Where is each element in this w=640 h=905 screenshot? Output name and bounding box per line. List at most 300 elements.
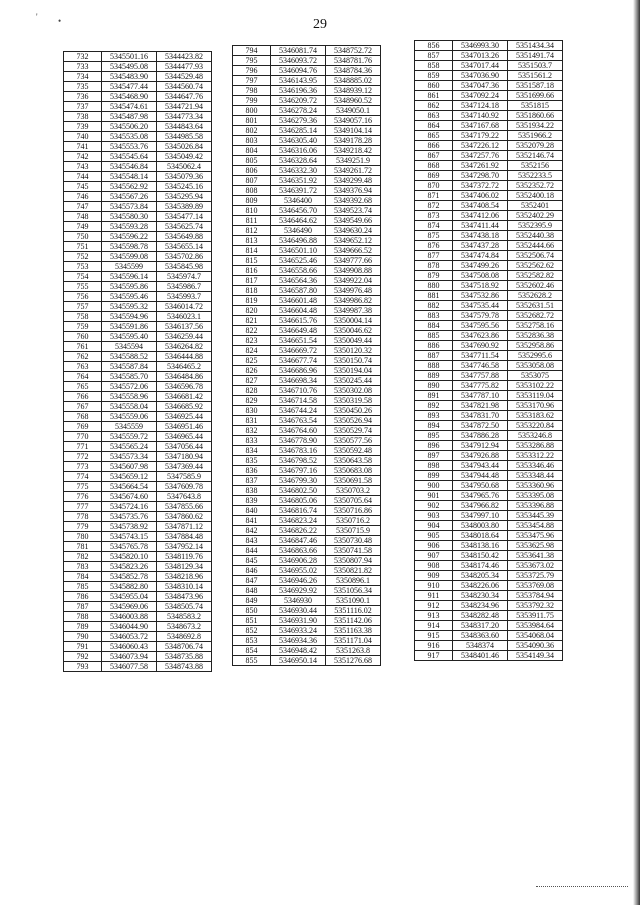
- table-row: [64, 382, 212, 392]
- point-number: 782: [64, 552, 102, 562]
- coordinate-x: 5345596.14: [102, 272, 157, 282]
- coordinate-x: 5346816.74: [271, 506, 326, 516]
- table-row: [64, 452, 212, 462]
- table-row: [415, 601, 563, 611]
- point-number: 862: [415, 101, 453, 111]
- point-number: 858: [415, 61, 453, 71]
- point-number: 894: [415, 421, 453, 431]
- table-row: [415, 391, 563, 401]
- coordinate-y: 5352440.38: [508, 231, 563, 241]
- table-row: [64, 82, 212, 92]
- coordinate-x: 5348138.16: [453, 541, 508, 551]
- point-number: 848: [233, 586, 271, 596]
- coordinate-x: 5347411.44: [453, 221, 508, 231]
- coordinate-y: 5348706.74: [157, 642, 212, 652]
- coordinate-y: 5345026.84: [157, 142, 212, 152]
- coordinate-y: 5351491.74: [508, 51, 563, 61]
- coordinate-x: 5346525.46: [271, 256, 326, 266]
- coordinate-x: 5345545.64: [102, 152, 157, 162]
- point-number: 893: [415, 411, 453, 421]
- coordinate-x: 5346077.58: [102, 662, 157, 672]
- point-number: 740: [64, 132, 102, 142]
- coordinate-x: 5345595.86: [102, 282, 157, 292]
- coordinate-y: 5353102.22: [508, 381, 563, 391]
- table-row: [64, 462, 212, 472]
- point-number: 799: [233, 96, 271, 106]
- coordinate-x: 5346686.96: [271, 366, 326, 376]
- table-row: [415, 651, 563, 661]
- table-row: [233, 336, 381, 346]
- coordinate-y: 5344985.58: [157, 132, 212, 142]
- point-number: 766: [64, 392, 102, 402]
- table-row: [64, 632, 212, 642]
- coordinate-y: 5350004.14: [326, 316, 381, 326]
- table-row: [233, 196, 381, 206]
- coordinate-y: 5345625.74: [157, 222, 212, 232]
- coordinate-y: 5349050.1: [326, 106, 381, 116]
- point-number: 829: [233, 396, 271, 406]
- coordinate-x: 5347912.94: [453, 441, 508, 451]
- table-row: [64, 622, 212, 632]
- coordinate-y: 5351561.2: [508, 71, 563, 81]
- point-number: 820: [233, 306, 271, 316]
- coordinate-y: 5352079.28: [508, 141, 563, 151]
- coordinate-y: 5353784.94: [508, 591, 563, 601]
- point-number: 828: [233, 386, 271, 396]
- coordinate-x: 5345664.54: [102, 482, 157, 492]
- coordinate-x: 5346651.54: [271, 336, 326, 346]
- coordinate-x: 5348282.48: [453, 611, 508, 621]
- table-row: [233, 326, 381, 336]
- coordinate-y: 5348218.96: [157, 572, 212, 582]
- coordinate-y: 5350150.74: [326, 356, 381, 366]
- coordinate-y: 5345974.7: [157, 272, 212, 282]
- point-number: 896: [415, 441, 453, 451]
- table-row: [233, 646, 381, 656]
- coordinate-y: 5345986.7: [157, 282, 212, 292]
- coordinate-x: 5346799.30: [271, 476, 326, 486]
- coordinate-x: 5347965.76: [453, 491, 508, 501]
- coordinate-y: 5346264.82: [157, 342, 212, 352]
- table-row: [415, 221, 563, 231]
- table-row: [64, 642, 212, 652]
- table-row: [233, 416, 381, 426]
- point-number: 871: [415, 191, 453, 201]
- point-number: 801: [233, 116, 271, 126]
- coordinate-y: 5353348.44: [508, 471, 563, 481]
- point-number: 883: [415, 311, 453, 321]
- point-number: 758: [64, 312, 102, 322]
- coordinate-y: 5350450.26: [326, 406, 381, 416]
- point-number: 841: [233, 516, 271, 526]
- coordinate-y: 5349666.52: [326, 246, 381, 256]
- point-number: 852: [233, 626, 271, 636]
- coordinate-x: 5346316.06: [271, 146, 326, 156]
- coordinate-y: 5353360.96: [508, 481, 563, 491]
- coordinate-x: 5346763.54: [271, 416, 326, 426]
- coordinate-x: 5346677.74: [271, 356, 326, 366]
- table-row: [64, 412, 212, 422]
- point-number: 735: [64, 82, 102, 92]
- coordinate-x: 5347499.26: [453, 261, 508, 271]
- coordinate-y: 5352995.6: [508, 351, 563, 361]
- coordinate-x: 5346081.74: [271, 46, 326, 56]
- coordinate-x: 5348230.34: [453, 591, 508, 601]
- coordinate-x: 5345587.84: [102, 362, 157, 372]
- coordinate-y: 5352682.72: [508, 311, 563, 321]
- point-number: 738: [64, 112, 102, 122]
- coordinate-x: 5345559: [102, 422, 157, 432]
- table-row: [64, 312, 212, 322]
- table-row: [64, 212, 212, 222]
- table-row: [64, 142, 212, 152]
- point-number: 846: [233, 566, 271, 576]
- coordinate-x: 5346823.24: [271, 516, 326, 526]
- coordinate-y: 5351699.66: [508, 91, 563, 101]
- point-number: 882: [415, 301, 453, 311]
- coordinate-y: 5350716.86: [326, 506, 381, 516]
- table-row: [415, 571, 563, 581]
- table-row: [415, 531, 563, 541]
- table-row: [64, 512, 212, 522]
- table-row: [415, 131, 563, 141]
- table-row: [64, 472, 212, 482]
- coordinate-x: 5345506.20: [102, 122, 157, 132]
- coordinate-y: 5348583.2: [157, 612, 212, 622]
- table-row: [64, 52, 212, 62]
- coordinate-y: 5349178.28: [326, 136, 381, 146]
- coordinate-y: 5352444.66: [508, 241, 563, 251]
- table-row: [415, 41, 563, 51]
- point-number: 915: [415, 631, 453, 641]
- point-number: 785: [64, 582, 102, 592]
- point-number: 784: [64, 572, 102, 582]
- table-row: [64, 402, 212, 412]
- table-row: [64, 522, 212, 532]
- table-row: [415, 621, 563, 631]
- coordinate-x: 5346698.34: [271, 376, 326, 386]
- coordinate-x: 5347746.58: [453, 361, 508, 371]
- coordinate-x: 5346209.72: [271, 96, 326, 106]
- coordinate-y: 5345649.88: [157, 232, 212, 242]
- coordinate-y: 5346023.1: [157, 312, 212, 322]
- table-row: [415, 61, 563, 71]
- table-row: [415, 631, 563, 641]
- coordinate-y: 5346596.78: [157, 382, 212, 392]
- coordinate-x: 5345495.08: [102, 62, 157, 72]
- coordinate-x: 5345598.78: [102, 242, 157, 252]
- point-number: 744: [64, 172, 102, 182]
- table-row: [233, 636, 381, 646]
- point-number: 850: [233, 606, 271, 616]
- coordinate-y: 5352562.62: [508, 261, 563, 271]
- coordinate-x: 5346783.16: [271, 446, 326, 456]
- table-row: [233, 406, 381, 416]
- point-number: 898: [415, 461, 453, 471]
- coordinate-y: 5349251.9: [326, 156, 381, 166]
- coordinate-y: 5353183.62: [508, 411, 563, 421]
- point-number: 764: [64, 372, 102, 382]
- point-number: 778: [64, 512, 102, 522]
- coordinate-x: 5346501.10: [271, 246, 326, 256]
- coordinate-y: 5350741.58: [326, 546, 381, 556]
- table-row: [64, 582, 212, 592]
- coordinate-x: 5346948.42: [271, 646, 326, 656]
- coordinate-y: 5353769.08: [508, 581, 563, 591]
- coordinate-x: 5347092.24: [453, 91, 508, 101]
- point-number: 856: [415, 41, 453, 51]
- point-number: 913: [415, 611, 453, 621]
- point-number: 831: [233, 416, 271, 426]
- point-number: 776: [64, 492, 102, 502]
- point-number: 881: [415, 291, 453, 301]
- coordinate-y: 5349057.16: [326, 116, 381, 126]
- coordinate-y: 5347609.78: [157, 482, 212, 492]
- point-number: 839: [233, 496, 271, 506]
- coordinate-x: 5345595.40: [102, 332, 157, 342]
- table-row: [233, 466, 381, 476]
- point-number: 805: [233, 156, 271, 166]
- point-number: 885: [415, 331, 453, 341]
- table-row: [233, 66, 381, 76]
- table-row: [415, 541, 563, 551]
- coordinate-x: 5345546.84: [102, 162, 157, 172]
- table-row: [64, 252, 212, 262]
- table-row: [415, 361, 563, 371]
- coordinate-x: 5346558.66: [271, 266, 326, 276]
- point-number: 830: [233, 406, 271, 416]
- coordinate-y: 5353475.96: [508, 531, 563, 541]
- point-number: 891: [415, 391, 453, 401]
- point-number: 872: [415, 201, 453, 211]
- point-number: 795: [233, 56, 271, 66]
- coordinate-x: 5346496.88: [271, 236, 326, 246]
- point-number: 906: [415, 541, 453, 551]
- coordinate-y: 5350705.64: [326, 496, 381, 506]
- table-row: [64, 222, 212, 232]
- point-number: 749: [64, 222, 102, 232]
- table-row: [233, 426, 381, 436]
- coordinate-y: 5346965.44: [157, 432, 212, 442]
- table-row: [415, 441, 563, 451]
- coordinate-y: 5353395.08: [508, 491, 563, 501]
- coordinate-y: 5353220.84: [508, 421, 563, 431]
- coordinate-y: 5353170.96: [508, 401, 563, 411]
- point-number: 842: [233, 526, 271, 536]
- coordinate-x: 5346094.76: [271, 66, 326, 76]
- coordinate-y: 5351056.34: [326, 586, 381, 596]
- point-number: 834: [233, 446, 271, 456]
- table-row: [64, 652, 212, 662]
- coordinate-y: 5344647.76: [157, 92, 212, 102]
- point-number: 743: [64, 162, 102, 172]
- table-row: [64, 182, 212, 192]
- coordinate-x: 5347408.54: [453, 201, 508, 211]
- coordinate-x: 5345501.16: [102, 52, 157, 62]
- table-row: [233, 176, 381, 186]
- coordinate-x: 5348226.06: [453, 581, 508, 591]
- coordinate-x: 5345743.15: [102, 532, 157, 542]
- table-row: [233, 456, 381, 466]
- table-row: [415, 81, 563, 91]
- point-number: 905: [415, 531, 453, 541]
- coordinate-x: 5346044.90: [102, 622, 157, 632]
- coordinate-y: 5351815: [508, 101, 563, 111]
- table-row: [233, 156, 381, 166]
- table-row: [64, 62, 212, 72]
- coordinate-y: 5351434.34: [508, 41, 563, 51]
- table-row: [233, 476, 381, 486]
- coordinate-x: 5347140.92: [453, 111, 508, 121]
- point-number: 817: [233, 276, 271, 286]
- coordinate-y: 5344560.74: [157, 82, 212, 92]
- point-number: 903: [415, 511, 453, 521]
- coordinate-y: 5348505.74: [157, 602, 212, 612]
- coordinate-x: 5345594: [102, 342, 157, 352]
- coordinate-y: 5351263.8: [326, 646, 381, 656]
- point-number: 826: [233, 366, 271, 376]
- point-number: 769: [64, 422, 102, 432]
- coordinate-x: 5345955.04: [102, 592, 157, 602]
- point-number: 809: [233, 196, 271, 206]
- coordinate-y: 5348119.76: [157, 552, 212, 562]
- point-number: 838: [233, 486, 271, 496]
- point-number: 734: [64, 72, 102, 82]
- table-row: [64, 202, 212, 212]
- coordinate-y: 5351142.06: [326, 616, 381, 626]
- point-number: 753: [64, 262, 102, 272]
- table-row: [415, 611, 563, 621]
- table-row: [233, 606, 381, 616]
- coordinate-x: 5346764.60: [271, 426, 326, 436]
- table-row: [233, 146, 381, 156]
- coordinate-y: 5350046.62: [326, 326, 381, 336]
- coordinate-x: 5347036.90: [453, 71, 508, 81]
- table-row: [415, 181, 563, 191]
- point-number: 791: [64, 642, 102, 652]
- table-row: [415, 321, 563, 331]
- point-number: 800: [233, 106, 271, 116]
- point-number: 899: [415, 471, 453, 481]
- table-row: [415, 291, 563, 301]
- coordinate-y: 5353911.75: [508, 611, 563, 621]
- point-number: 761: [64, 342, 102, 352]
- table-row: [64, 592, 212, 602]
- table-row: [233, 496, 381, 506]
- table-row: [233, 366, 381, 376]
- coordinate-y: 5348735.88: [157, 652, 212, 662]
- point-number: 844: [233, 546, 271, 556]
- point-number: 884: [415, 321, 453, 331]
- table-row: [64, 72, 212, 82]
- coordinate-y: 5353625.98: [508, 541, 563, 551]
- coordinate-x: 5345595.32: [102, 302, 157, 312]
- table-row: [415, 551, 563, 561]
- point-number: 897: [415, 451, 453, 461]
- coordinate-y: 5344477.93: [157, 62, 212, 72]
- coordinate-x: 5348205.34: [453, 571, 508, 581]
- point-number: 760: [64, 332, 102, 342]
- table-row: [233, 46, 381, 56]
- point-number: 788: [64, 612, 102, 622]
- table-row: [64, 112, 212, 122]
- table-row: [64, 542, 212, 552]
- coordinate-y: 5346259.44: [157, 332, 212, 342]
- table-row: [233, 216, 381, 226]
- table-row: [415, 281, 563, 291]
- coordinate-x: 5345765.78: [102, 542, 157, 552]
- table-row: [233, 586, 381, 596]
- coordinate-x: 5345674.60: [102, 492, 157, 502]
- point-number: 873: [415, 211, 453, 221]
- coordinate-y: 5352146.74: [508, 151, 563, 161]
- coordinate-y: 5353119.04: [508, 391, 563, 401]
- coordinate-y: 5348743.88: [157, 662, 212, 672]
- coordinate-x: 5346805.06: [271, 496, 326, 506]
- coordinate-y: 5348673.2: [157, 622, 212, 632]
- table-row: [64, 192, 212, 202]
- point-number: 823: [233, 336, 271, 346]
- table-row: [415, 251, 563, 261]
- coordinate-x: 5347124.18: [453, 101, 508, 111]
- table-row: [415, 341, 563, 351]
- coordinate-y: 5347369.44: [157, 462, 212, 472]
- coordinate-y: 5350592.48: [326, 446, 381, 456]
- table-row: [415, 161, 563, 171]
- coordinate-y: 5345062.4: [157, 162, 212, 172]
- coordinate-y: 5349652.12: [326, 236, 381, 246]
- point-number: 887: [415, 351, 453, 361]
- table-row: [64, 92, 212, 102]
- point-number: 797: [233, 76, 271, 86]
- coordinate-x: 5347474.84: [453, 251, 508, 261]
- table-row: [233, 166, 381, 176]
- point-number: 787: [64, 602, 102, 612]
- table-row: [233, 316, 381, 326]
- table-row: [64, 562, 212, 572]
- point-number: 737: [64, 102, 102, 112]
- point-number: 870: [415, 181, 453, 191]
- point-number: 825: [233, 356, 271, 366]
- coordinate-x: 5345548.14: [102, 172, 157, 182]
- coordinate-y: 5348960.52: [326, 96, 381, 106]
- table-row: [415, 501, 563, 511]
- binding-edge: [633, 0, 640, 905]
- coordinate-x: 5345882.80: [102, 582, 157, 592]
- coordinate-y: 5352628.2: [508, 291, 563, 301]
- point-number: 804: [233, 146, 271, 156]
- point-number: 750: [64, 232, 102, 242]
- table-row: [233, 536, 381, 546]
- coordinate-y: 5350526.94: [326, 416, 381, 426]
- coordinate-x: 5347872.50: [453, 421, 508, 431]
- coordinate-y: 5348781.76: [326, 56, 381, 66]
- coordinate-x: 5346649.48: [271, 326, 326, 336]
- point-number: 888: [415, 361, 453, 371]
- point-number: 877: [415, 251, 453, 261]
- point-number: 904: [415, 521, 453, 531]
- coordinate-y: 5350302.08: [326, 386, 381, 396]
- coordinate-y: 5349922.04: [326, 276, 381, 286]
- coordinate-y: 5345845.98: [157, 262, 212, 272]
- coordinate-x: 5347372.72: [453, 181, 508, 191]
- coordinate-x: 5345659.12: [102, 472, 157, 482]
- table-row: [415, 461, 563, 471]
- coordinate-x: 5346714.58: [271, 396, 326, 406]
- table-row: [233, 526, 381, 536]
- coordinate-y: 5346484.86: [157, 372, 212, 382]
- scan-mark: ': [36, 12, 38, 22]
